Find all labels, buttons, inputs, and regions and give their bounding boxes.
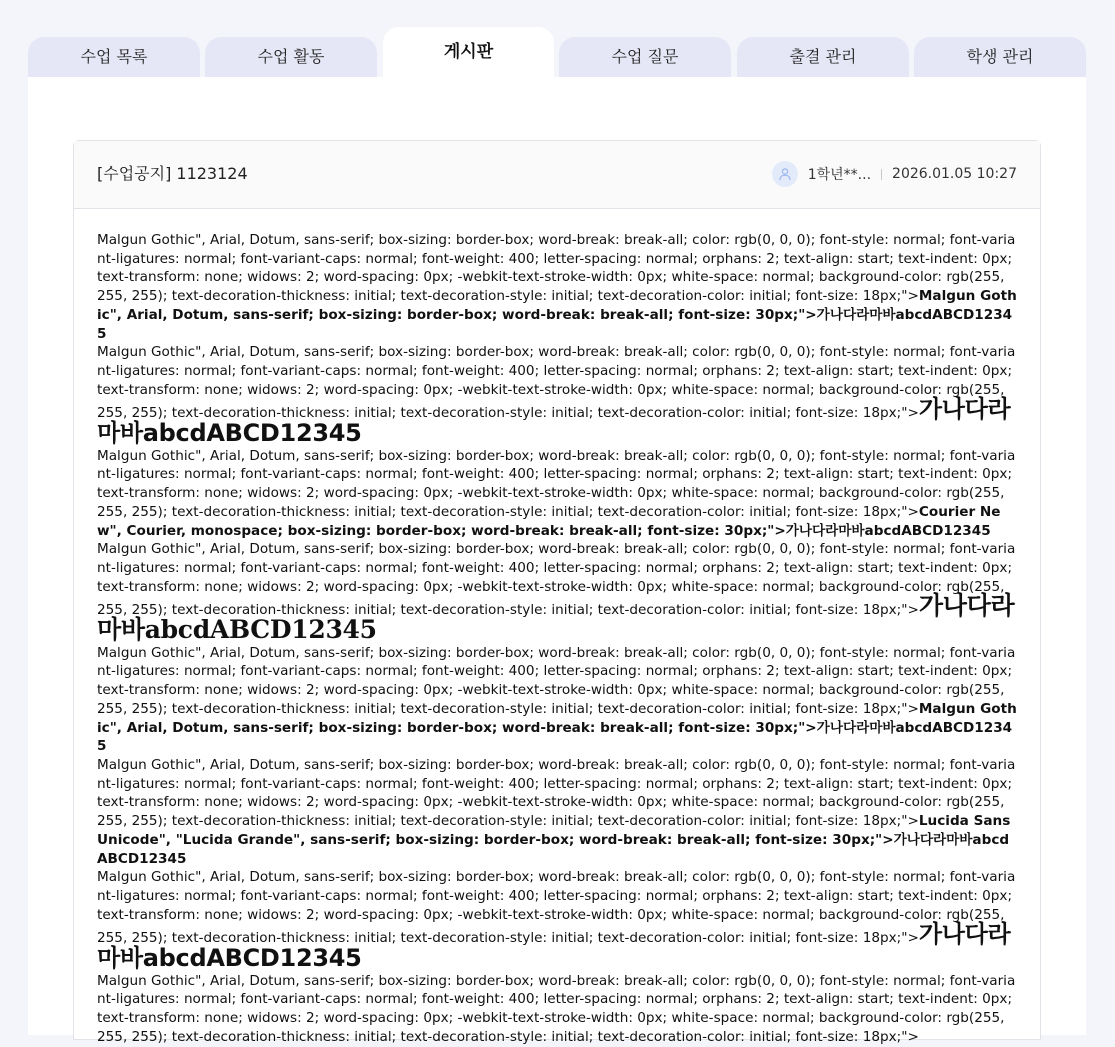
user-icon bbox=[778, 167, 792, 181]
tab-class-activity[interactable]: 수업 활동 bbox=[205, 37, 377, 77]
body-paragraph bbox=[97, 231, 1017, 343]
post-meta bbox=[772, 141, 1017, 207]
body-paragraph bbox=[97, 343, 1017, 447]
post-title: [수업공지] 1123124 bbox=[97, 164, 248, 183]
emph-text: Lucida Sans Unicode", "Lucida Grande", sans-serif; box-sizing: border-box; word-break: break-all; font-size: 30px;">가나다라마바abcdABCD12345 bbox=[97, 813, 1011, 867]
post-date: 2026.01.05 10:27 bbox=[892, 166, 1017, 182]
body-paragraph bbox=[97, 644, 1017, 756]
body-paragraph bbox=[97, 447, 1017, 541]
emph-text: Malgun Gothic", Arial, Dotum, sans-serif; box-sizing: border-box; word-break: break-all; font-size: 30px;">가나다라마바abcdABCD12345 bbox=[97, 700, 1017, 755]
post-body bbox=[74, 209, 1040, 1047]
style-text: Malgun Gothic", Arial, Dotum, sans-serif; box-sizing: border-box; word-break: break-all; color: rgb(0, 0, 0); font-style: normal; font-variant-ligatures: normal; font-variant-caps: normal; font-weight: 400; letter-spacing: normal; orphans: 2; text-align: start; text-indent: 0px; text-transform: none; widows: 2; word-spacing: 0px; -webkit-text-stroke-width: 0px; white-space: normal; background-color: rgb(255, 255, 255); text-decoration-thickness: initial; text-decoration-style: initial; text-decoration-color: initial; font-size: 18px;"> bbox=[97, 447, 1016, 520]
tab-board[interactable]: 게시판 bbox=[383, 27, 554, 77]
big-sample-text: 가나다라마바abcdABCD12345 bbox=[97, 591, 1015, 645]
style-text: Malgun Gothic", Arial, Dotum, sans-serif; box-sizing: border-box; word-break: break-all; color: rgb(0, 0, 0); font-style: normal; font-variant-ligatures: normal; font-variant-caps: normal; font-weight: 400; letter-spacing: normal; orphans: 2; text-align: start; text-indent: 0px; text-transform: none; widows: 2; word-spacing: 0px; -webkit-text-stroke-width: 0px; white-space: normal; background-color: rgb(255, 255, 255); text-decoration-thickness: initial; text-decoration-style: initial; text-decoration-color: initial; font-size: 18px;"> bbox=[97, 232, 1016, 305]
body-paragraph bbox=[97, 756, 1017, 868]
post-header bbox=[74, 141, 1040, 209]
style-text: Malgun Gothic", Arial, Dotum, sans-serif; box-sizing: border-box; word-break: break-all; color: rgb(0, 0, 0); font-style: normal; font-variant-ligatures: normal; font-variant-caps: normal; font-weight: 400; letter-spacing: normal; orphans: 2; text-align: start; text-indent: 0px; text-transform: none; widows: 2; word-spacing: 0px; -webkit-text-stroke-width: 0px; white-space: normal; background-color: rgb(255, 255, 255); text-decoration-thickness: initial; text-decoration-style: initial; text-decoration-color: initial; font-size: 18px;"> bbox=[97, 541, 1016, 619]
tab-class-questions[interactable]: 수업 질문 bbox=[559, 37, 731, 77]
body-paragraph bbox=[97, 540, 1017, 644]
style-text: Malgun Gothic", Arial, Dotum, sans-serif; box-sizing: border-box; word-break: break-all; color: rgb(0, 0, 0); font-style: normal; font-variant-ligatures: normal; font-variant-caps: normal; font-weight: 400; letter-spacing: normal; orphans: 2; text-align: start; text-indent: 0px; text-transform: none; widows: 2; word-spacing: 0px; -webkit-text-stroke-width: 0px; white-space: normal; background-color: rgb(255, 255, 255); text-decoration-thickness: initial; text-decoration-style: initial; text-decoration-color: initial; font-size: 18px;"> bbox=[97, 644, 1016, 717]
post-author: 1학년**... bbox=[807, 167, 872, 183]
tab-class-list[interactable]: 수업 목록 bbox=[28, 37, 200, 77]
style-text: Malgun Gothic", Arial, Dotum, sans-serif; box-sizing: border-box; word-break: break-all; color: rgb(0, 0, 0); font-style: normal; font-variant-ligatures: normal; font-variant-caps: normal; font-weight: 400; letter-spacing: normal; orphans: 2; text-align: start; text-indent: 0px; text-transform: none; widows: 2; word-spacing: 0px; -webkit-text-stroke-width: 0px; white-space: normal; background-color: rgb(255, 255, 255); text-decoration-thickness: initial; text-decoration-style: initial; text-decoration-color: initial; font-size: 18px;"> bbox=[97, 972, 1016, 1045]
tab-bar bbox=[28, 27, 1086, 77]
board-panel bbox=[28, 77, 1086, 1045]
style-text: Malgun Gothic", Arial, Dotum, sans-serif; box-sizing: border-box; word-break: break-all; color: rgb(0, 0, 0); font-style: normal; font-variant-ligatures: normal; font-variant-caps: normal; font-weight: 400; letter-spacing: normal; orphans: 2; text-align: start; text-indent: 0px; text-transform: none; widows: 2; word-spacing: 0px; -webkit-text-stroke-width: 0px; white-space: normal; background-color: rgb(255, 255, 255); text-decoration-thickness: initial; text-decoration-style: initial; text-decoration-color: initial; font-size: 18px;"> bbox=[97, 344, 1016, 422]
style-text: Malgun Gothic", Arial, Dotum, sans-serif; box-sizing: border-box; word-break: break-all; color: rgb(0, 0, 0); font-style: normal; font-variant-ligatures: normal; font-variant-caps: normal; font-weight: 400; letter-spacing: normal; orphans: 2; text-align: start; text-indent: 0px; text-transform: none; widows: 2; word-spacing: 0px; -webkit-text-stroke-width: 0px; white-space: normal; background-color: rgb(255, 255, 255); text-decoration-thickness: initial; text-decoration-style: initial; text-decoration-color: initial; font-size: 18px;"> bbox=[97, 869, 1016, 947]
big-sample-text: 가나다라마바abcdABCD12345 bbox=[97, 920, 1011, 973]
emph-text: Courier New", Courier, monospace; box-sizing: border-box; word-break: break-all; font-size: 30px;">가나다라마바abcdABCD12345 bbox=[97, 503, 1001, 539]
big-sample-text: 가나다라마바abcdABCD12345 bbox=[97, 395, 1011, 448]
meta-divider bbox=[881, 169, 882, 180]
emph-text: Malgun Gothic", Arial, Dotum, sans-serif; box-sizing: border-box; word-break: break-all; font-size: 30px;">가나다라마바abcdABCD12345 bbox=[97, 288, 1017, 342]
tab-attendance[interactable]: 출결 관리 bbox=[737, 37, 909, 77]
body-paragraph bbox=[97, 868, 1017, 972]
post-card bbox=[73, 140, 1041, 1045]
body-paragraph bbox=[97, 972, 1017, 1047]
style-text: Malgun Gothic", Arial, Dotum, sans-serif; box-sizing: border-box; word-break: break-all; color: rgb(0, 0, 0); font-style: normal; font-variant-ligatures: normal; font-variant-caps: normal; font-weight: 400; letter-spacing: normal; orphans: 2; text-align: start; text-indent: 0px; text-transform: none; widows: 2; word-spacing: 0px; -webkit-text-stroke-width: 0px; white-space: normal; background-color: rgb(255, 255, 255); text-decoration-thickness: initial; text-decoration-style: initial; text-decoration-color: initial; font-size: 18px;"> bbox=[97, 756, 1016, 830]
avatar bbox=[772, 161, 798, 187]
tab-student-management[interactable]: 학생 관리 bbox=[914, 37, 1086, 77]
